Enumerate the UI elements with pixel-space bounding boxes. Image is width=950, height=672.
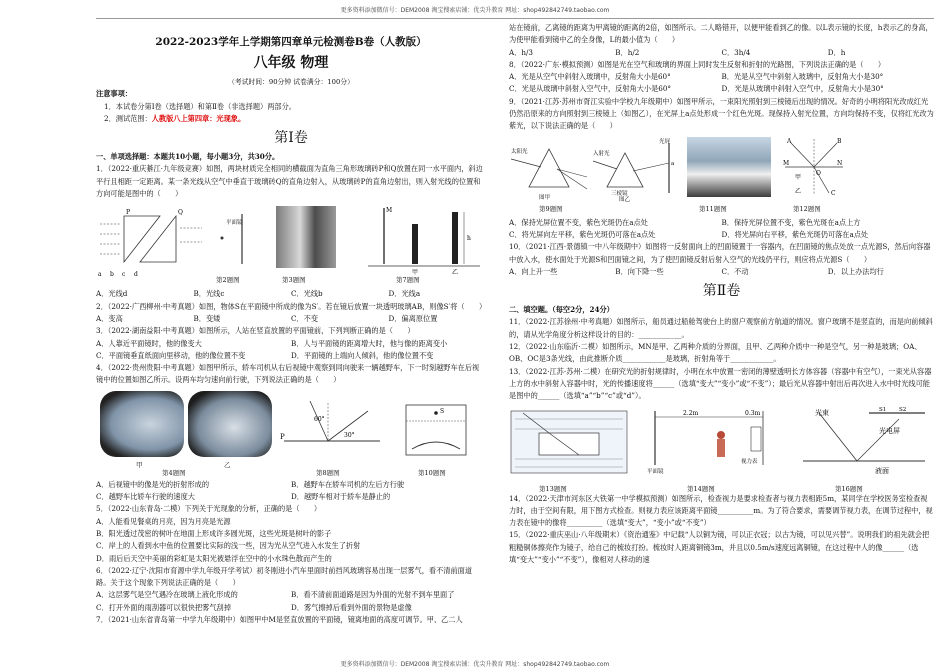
question-6: 6．（2022·辽宁·沈阳市育源中学九年级开学考试）初冬刚进小汽车里面时前挡风玻璃容易出现一层雾气，看不清前面道路。关于这个现象下列说法正确的是（ ） <box>96 565 473 588</box>
q9-options-row1: A．保持光屏位置不变，紫色光斑仍在a点处 B．保持光屏位置不变，紫色光斑在a点上方 <box>509 217 861 227</box>
label-plane-mirror: 平面镜 <box>647 468 664 475</box>
label-screen: 光屏 <box>659 138 671 145</box>
label-s: S <box>440 407 445 415</box>
fig-prism-pq <box>96 206 206 280</box>
caption-fig8: 第8题图 <box>316 468 340 477</box>
caption-fig9: 第9题图 <box>539 204 563 213</box>
q5-option-d: D．雨后后天空中美丽的彩虹是太阳光被悬浮在空中的小水珠色散而产生的 <box>96 553 332 563</box>
label-s1: S1 <box>879 406 887 413</box>
figures-row-4 <box>509 405 934 491</box>
caption-fig11: 第11题图 <box>699 204 727 213</box>
ray-b: b <box>110 271 114 279</box>
label-jia: 甲 <box>412 269 419 277</box>
label-mirror: 平面镜 <box>226 220 243 227</box>
label-jia2: 甲 <box>795 173 802 181</box>
label-prism: 三棱镜 <box>611 190 628 197</box>
mirror-photo <box>276 206 336 268</box>
exam-subtitle: 八年级 物理 <box>253 55 329 71</box>
q8-options-row2: C．光是从玻璃中斜射入空气中，反射角大小是60° D．光是从玻璃中斜射入空气中，反射角大小是30° <box>509 84 884 94</box>
q1-options: A．光线d B．光线c C．光线b D．光线a <box>96 289 421 299</box>
caption-fig7: 第7题图 <box>396 276 420 285</box>
caption-fig14: 第14题图 <box>687 484 715 493</box>
label-fig-yi: 图乙 <box>619 196 631 203</box>
caption-jia: 甲 <box>136 460 143 469</box>
label-b-cap: B <box>837 137 842 145</box>
fig-reflection-angles <box>276 391 386 461</box>
label-incident: 入射光 <box>593 150 610 157</box>
label-fig-jia: 图甲 <box>539 194 551 201</box>
label-beam: 光束 <box>815 408 829 417</box>
caption-fig13: 第13题图 <box>539 484 567 493</box>
question-1: 1．（2022·重庆綦江·九年级竞赛）如图，两块材质完全相同的横截面为直角三角形玻璃砖P和Q放置在同一水平面内，斜边平行且相距一定距离。某一条光线从空气中垂直于玻璃砖Q的直角边射入，从玻璃砖P的直角边射出，则入射光线的位置和方向可能是图中的（ ） <box>96 164 483 199</box>
q5-option-c: C．岸上的人看到水中鱼的位置要比实际的浅一些，因为光从空气进入水发生了折射 <box>96 541 361 551</box>
notes-heading: 注意事项： <box>96 89 132 99</box>
question-4: 4．（2022·贵州贵阳·中考真题）如图甲所示，轿车司机从右后视镜中观察到同向驶来一辆越野车，下一时刻越野车在后视镜中的位置如图乙所示。设两车均匀速向前行驶，下列说法正确的是（ ） <box>96 363 480 385</box>
question-3: 3．（2022·湖南益阳·中考真题）如图所示，人站在竖直放置的平面镜前，下列判断正确的是（ ） <box>96 326 415 336</box>
label-liquid: 液面 <box>875 466 889 475</box>
part-2-heading: 第Ⅱ卷 <box>702 283 741 300</box>
ship-bridge-photo <box>687 137 771 197</box>
q4-options-row2: C．越野车比轿车行驶的速度大 D．越野车相对于轿车是静止的 <box>96 492 391 502</box>
test-scope: 人教版八上第四章：光现象。 <box>151 113 246 123</box>
fig-person-mirror <box>364 202 484 277</box>
label-yi2: 乙 <box>795 187 802 195</box>
caption-fig10: 第10题图 <box>418 468 446 477</box>
q3-options-row1: A．人靠近平面镜时，他的像变大 B．人与平面镜的距离增大时，他与像的距离变小 <box>96 338 448 348</box>
fig-concave-mirror <box>396 391 476 461</box>
question-7: 7．（2021·山东省青岛第一中学九年级期中）如图甲中M是竖直放置的平面镜，镜离地面的高度可调节。甲、乙二人 <box>96 615 463 625</box>
fig-light-screen <box>799 405 929 477</box>
label-m2: M <box>783 159 790 167</box>
note-2: 2．测试范围：人教版八上第四章：光现象。 <box>104 113 246 123</box>
label-n: N <box>837 159 843 167</box>
label-a-cap: A <box>787 137 792 145</box>
q2-options: A．变高 B．变矮 C．不变 D．偏离原位置 <box>96 313 438 323</box>
label-p: P <box>126 209 131 217</box>
section-1-heading: 一、单项选择题：本题共10小题，每小题3分，共30分。 <box>96 152 280 162</box>
label-yi: 乙 <box>452 269 459 277</box>
figures-row-1 <box>96 202 486 286</box>
ray-a: a <box>98 271 102 279</box>
caption-fig4: 第4题图 <box>162 468 186 477</box>
q3-options-row2: C．平面镜垂直纸面向里移动，他的像位置不变 D．平面镜的上端向人倾斜，他的像位置不变 <box>96 350 434 360</box>
q10-options: A．向上升一些 B．向下降一些 C．不动 D．以上办法均行 <box>509 266 884 276</box>
caption-yi: 乙 <box>224 460 231 469</box>
side-mirror-photo-a <box>100 391 184 457</box>
q5-option-a: A．人能看见餐桌的月亮，因为月亮是光源 <box>96 516 231 526</box>
label-p2: P <box>280 432 285 441</box>
question-10: 10．（2021·江西·景德镇一中八年级期中）如图将一反射面向上的凹面镜置于一容器内，在凹面镜的焦点处放一点光源S，然后向容器中放入水，使水面处于光源S和凹面镜之间，为了使凹面镜反射后射入空气的光线仍平行，则应将点光源S（ ） <box>509 242 931 264</box>
label-30: 30° <box>344 431 355 439</box>
left-column <box>96 22 486 626</box>
side-mirror-photo-b <box>188 391 272 457</box>
caption-fig3: 第3题图 <box>282 276 306 285</box>
fig-prism-red-light <box>589 137 679 201</box>
part-1-heading: 第Ⅰ卷 <box>274 130 308 147</box>
question-15: 15．（2022·重庆巫山·八年级期末）《资治通鉴》中记载“人以铜为镜，可以正衣冠；以古为镜，可以见兴替”。说明我们的祖先就会把粗糙铜体擦亮作为镜子，给自己的梳妆打扮。梳妆时人距离铜镜3m，并且以0.5m/s速度远离铜镜，在这过程中人的像______（选填“变大”“变小”“不变”），像相对人移动的速 <box>509 530 930 565</box>
label-03m: 0.3m <box>745 409 761 417</box>
caption-fig12: 第12题图 <box>793 204 821 213</box>
question-7-continued: 站在镜前，乙离镜的距离为甲离镜的距离的2倍，如图所示。二人略错开，以便甲能看到乙的像。以L表示镜的长度，h表示乙的身高，为使甲能看到镜中乙的全身像，L的最小值为（ ） <box>509 23 933 45</box>
caption-fig2: 第2题图 <box>216 276 240 285</box>
exam-title: 2022-2023学年上学期第四章单元检测卷B卷（人教版） <box>155 36 427 48</box>
q8-options-row1: A．光是从空气中斜射入玻璃中，反射角大小是60° B．光是从空气中斜射入玻璃中，反射角大小是30° <box>509 72 884 82</box>
label-h: h <box>467 235 471 243</box>
caption-fig16: 第16题图 <box>835 484 863 493</box>
question-5: 5．（2022·山东青岛·二模）下列关于光现象的分析，正确的是（ ） <box>96 504 322 514</box>
fig-prism-sunlight <box>509 137 589 201</box>
right-column <box>509 22 934 566</box>
header-divider <box>96 18 934 19</box>
label-m: M <box>386 207 393 215</box>
label-c-cap: C <box>831 189 836 197</box>
question-9: 9．（2021·江苏·苏州市胥江实验中学校九年级期中）如图甲所示，一束阳光照射到三棱镜后出现的情况。好奇的小明将阳光改成红光仍然沿原来的方向照射到三棱镜上（如图乙），在光屏上a点处形成一个红色光斑。现保持入射光位置，方向均保持不变，仅将红光改为紫光，以下说法正确的是（ ） <box>509 96 934 131</box>
section-2-heading: 二、填空题。（每空2分，24分） <box>509 305 614 315</box>
label-22m: 2.2m <box>683 409 699 417</box>
question-8: 8．（2022·广东·模拟预测）如图是光在空气和玻璃的界面上同时发生反射和折射的光路图，下列说法正确的是（ ） <box>509 59 886 69</box>
question-13: 13．（2022·江苏·苏州·二模）在研究光的折射规律时，小明在水中放置一密闭的薄壁透明长方体容器（容器中有空气），一束光从容器上方的水中斜射入容器中时，光的传播速度将______（选填“变大”“变小”或“不变”）；最后光从容器中射出后再次进入水中时光线可能是图中的______（选填“a”“b”“c”或“d”）。 <box>509 366 932 401</box>
label-s2: S2 <box>899 406 907 413</box>
label-o: O <box>816 169 821 177</box>
fig-interface-rays <box>781 135 847 199</box>
page-footer: 更多资料添加微信号：DEM2008 淘宝搜索店铺：优尖升教育 网址：shop492842749.taobao.com <box>340 661 610 668</box>
q7-options: A．h/3 B．h/2 C．3h/4 D．h <box>509 47 846 57</box>
fig-mirror-object <box>212 208 272 268</box>
page-header: 更多资料添加微信号：DEM2008 淘宝搜索店铺：优尖升教育 网址：shop492842749.taobao.com <box>340 7 610 14</box>
q9-options-row2: C．将光屏向左平移，紫色光斑仍可落在a点处 D．将光屏向右平移，紫色光斑仍可落在a点处 <box>509 229 869 239</box>
note-1: 1．本试卷分第Ⅰ卷（选择题）和第Ⅱ卷（非选择题）两部分。 <box>104 101 296 111</box>
fig-eye-test <box>647 405 777 477</box>
label-eye-chart: 视力表 <box>741 458 758 465</box>
question-14: 14．（2022·天津市河东区大铁第一中学模拟预测）如图所示，检查视力是要求检查者与视力表相距5m，某同学在学校医务室检查视力时，由于空间有限，用下图方式检查。则视力表应该距离平面镜__________m。为了符合要求，需要调节视力表，在调节过程中，视力表在镜中的像将__________（选填“变大”，“变小”或“不变”） <box>509 493 933 528</box>
exam-meta: （考试时间：90分钟 试卷满分：100分） <box>228 78 354 86</box>
q5-option-b: B．阳光透过茂密的树叶在地面上形成许多圆光斑，这些光斑是树叶的影子 <box>96 528 332 538</box>
label-point-a: a <box>671 160 675 167</box>
fig-water-container <box>509 407 629 477</box>
question-2: 2．（2022·广西柳州·中考真题）如图，物体S在平面镜中所成的像为S′。若在镜后放置一块透明玻璃AB，则像S′将（ ） <box>96 301 487 311</box>
ray-d: d <box>134 271 138 279</box>
label-60: 60° <box>314 415 325 423</box>
figures-row-3 <box>509 135 934 215</box>
question-11: 11．（2022·江苏徐州·中考真题）如图所示，船员通过船舱驾驶台上的窗户观察前方航道的情况。窗户玻璃不是竖直的，而是向前倾斜的，请从光学角度分析这样设计的目的：____________。 <box>509 317 933 339</box>
q6-options-row2: C．打开外面的雨刮器可以很快把雾气刮掉 D．雾气擦掉后看到外面的景物是虚像 <box>96 602 412 612</box>
label-q: Q <box>178 209 183 217</box>
question-12: 12．（2022·山东临沂·二模）如图所示，MN是甲、乙两种介质的分界面，且甲、乙两种介质中一种是空气，另一种是玻璃；OA、OB、OC是3条光线，由此推断介质____________是玻璃，折射角等于____________。 <box>509 342 922 364</box>
q4-options-row1: A．后视镜中的像是光的折射形成的 B．越野车在轿车司机的左后方行驶 <box>96 479 405 489</box>
label-sun: 太阳光 <box>511 148 528 155</box>
q6-options-row1: A．这层雾气是空气遇冷在玻璃上液化形成的 B．看不清前面道路是因为外面的光射不到车里面了 <box>96 590 455 600</box>
label-light-screen: 光电屏 <box>879 426 900 435</box>
figures-row-2 <box>96 389 486 477</box>
ray-c: c <box>122 271 126 279</box>
